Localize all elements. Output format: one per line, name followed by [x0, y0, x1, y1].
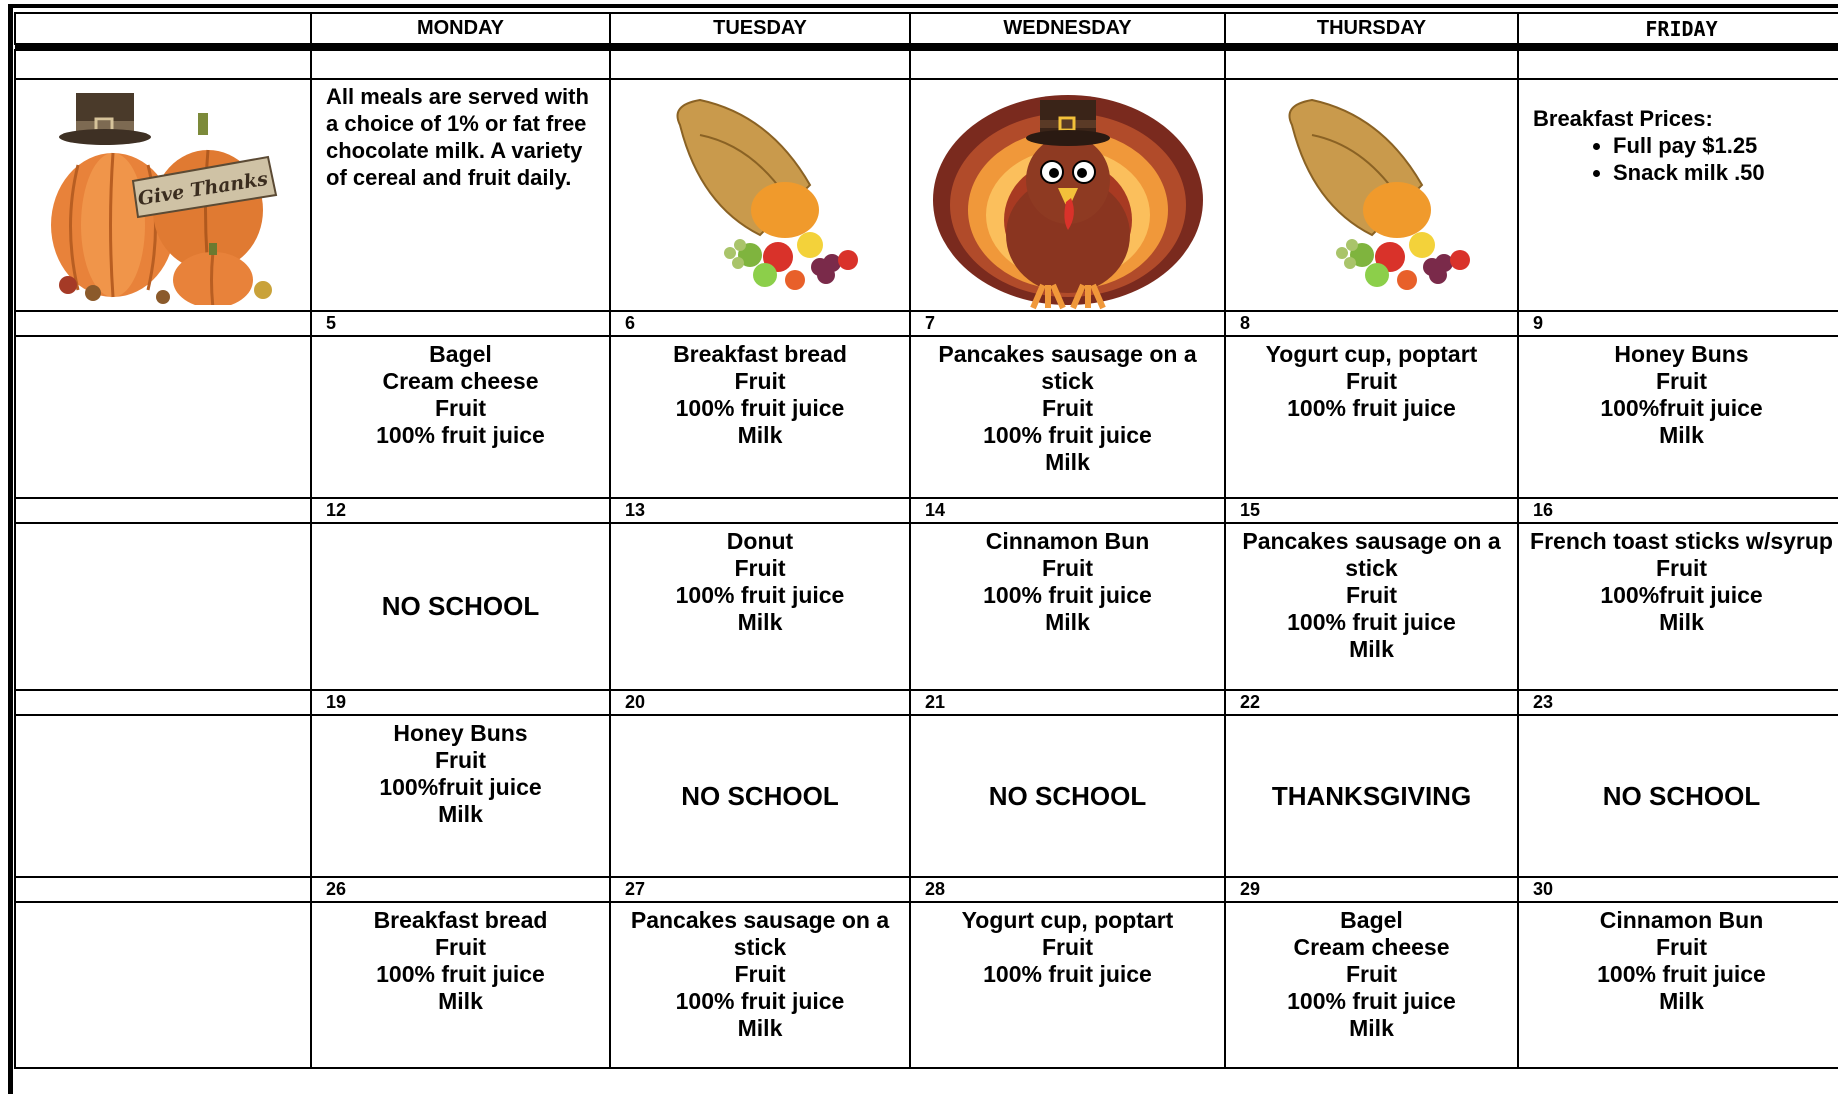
- milk-note-cell: [311, 79, 610, 311]
- week-side-blank: [15, 715, 311, 877]
- meal-item: Fruit: [1655, 368, 1708, 394]
- date-number: 9: [1518, 311, 1838, 336]
- meal-item: Honey Buns: [393, 720, 528, 746]
- meal-item: Milk: [438, 801, 483, 827]
- meal-item: Milk: [1349, 636, 1394, 662]
- meal-item: 100% fruit juice: [675, 395, 845, 421]
- spacer-row: [15, 50, 1838, 79]
- meal-cell: [311, 715, 610, 877]
- meal-cell: [311, 902, 610, 1068]
- meal-item: NO SCHOOL: [1602, 780, 1761, 811]
- meal-item: Cinnamon Bun: [985, 528, 1150, 554]
- date-number: 26: [311, 877, 610, 902]
- date-number: 13: [610, 498, 910, 523]
- meal-cell: [610, 336, 910, 498]
- meal-item: 100% fruit juice: [1597, 961, 1766, 987]
- meal-item: Milk: [1045, 609, 1090, 635]
- header-blank: [15, 13, 311, 44]
- meal-item: Honey Buns: [1614, 341, 1749, 367]
- meal-item: 100% fruit juice: [983, 961, 1152, 987]
- date-row: [15, 690, 1838, 715]
- date-number: 23: [1518, 690, 1838, 715]
- price-full-pay: • Full pay $1.25: [1613, 132, 1830, 159]
- date-number: 22: [1225, 690, 1518, 715]
- date-row: [15, 877, 1838, 902]
- prices-cell: [1518, 79, 1838, 311]
- meal-item: Donut: [726, 528, 794, 554]
- meal-item: Cinnamon Bun: [1599, 907, 1764, 933]
- header-thursday: THURSDAY: [1225, 13, 1518, 44]
- meal-item: 100% fruit juice: [1287, 609, 1456, 635]
- meal-item: Milk: [737, 422, 783, 448]
- meal-item: NO SCHOOL: [381, 591, 540, 621]
- meal-item: Milk: [1659, 422, 1704, 448]
- meal-item: Cream cheese: [382, 368, 539, 394]
- meal-item: Milk: [737, 609, 783, 635]
- meal-item: 100% fruit juice: [675, 988, 845, 1014]
- meal-item: Pancakes sausage on a stick: [630, 907, 890, 960]
- meal-cell: [1225, 336, 1518, 498]
- date-number: 6: [610, 311, 910, 336]
- date-row: [15, 311, 1838, 336]
- meal-row: [15, 902, 1838, 1068]
- meal-item: 100% fruit juice: [983, 582, 1152, 608]
- meal-row: [15, 336, 1838, 498]
- turkey-image: [910, 79, 1225, 311]
- date-number: 28: [910, 877, 1225, 902]
- meal-cell: [1518, 336, 1838, 498]
- date-row: [15, 498, 1838, 523]
- meal-item: Yogurt cup, poptart: [961, 907, 1174, 933]
- week-side-blank: [15, 336, 311, 498]
- meal-item: French toast sticks w/syrup: [1530, 528, 1833, 554]
- meal-item: Yogurt cup, poptart: [1265, 341, 1478, 367]
- meal-item: Fruit: [1655, 555, 1708, 581]
- meal-item: THANKSGIVING: [1271, 780, 1472, 811]
- meal-item: Fruit: [734, 555, 786, 581]
- meal-item: 100% fruit juice: [1287, 988, 1456, 1014]
- breakfast-prices: [1519, 105, 1838, 186]
- meal-cell: [910, 336, 1225, 498]
- meal-item: 100% fruit juice: [983, 422, 1152, 448]
- date-number: 5: [311, 311, 610, 336]
- date-number: 20: [610, 690, 910, 715]
- meal-item: Milk: [1349, 1015, 1394, 1041]
- week-label-blank: [15, 311, 311, 336]
- meal-item: Fruit: [734, 961, 786, 987]
- meal-item: Fruit: [1345, 368, 1398, 394]
- meal-cell: [910, 715, 1225, 877]
- week-side-blank: [15, 523, 311, 690]
- breakfast-calendar: [14, 12, 1838, 1069]
- meal-item: Pancakes sausage on a stick: [1242, 528, 1501, 581]
- date-number: 7: [910, 311, 1225, 336]
- meal-item: Milk: [737, 1015, 783, 1041]
- meal-cell: [610, 902, 910, 1068]
- meal-item: Fruit: [1041, 395, 1094, 421]
- price-snack-milk: • Snack milk .50: [1613, 159, 1830, 186]
- meal-item: Bagel: [1340, 907, 1403, 933]
- date-number: 19: [311, 690, 610, 715]
- meal-row: [15, 523, 1838, 690]
- meal-item: Fruit: [1345, 961, 1398, 987]
- week-label-blank: [15, 877, 311, 902]
- meal-item: Pancakes sausage on a stick: [938, 341, 1197, 394]
- svg-text:Give Thanks: Give Thanks: [136, 167, 270, 211]
- cornucopia-image-right: [1225, 79, 1518, 311]
- meal-cell: [1518, 902, 1838, 1068]
- meal-cell: [1225, 902, 1518, 1068]
- meal-item: Breakfast bread: [673, 341, 847, 367]
- meal-item: NO SCHOOL: [681, 780, 839, 811]
- meal-item: Breakfast bread: [373, 907, 548, 933]
- header-monday: MONDAY: [311, 13, 610, 44]
- meal-item: NO SCHOOL: [988, 780, 1147, 811]
- meal-cell: [311, 336, 610, 498]
- header-friday: FRIDAY: [1518, 13, 1838, 44]
- meal-cell: [311, 523, 610, 690]
- meal-item: Cream cheese: [1293, 934, 1450, 960]
- header-tuesday: TUESDAY: [610, 13, 910, 44]
- meal-item: Fruit: [434, 747, 487, 773]
- meal-item: 100% fruit juice: [376, 961, 545, 987]
- meal-item: 100% fruit juice: [1287, 395, 1456, 421]
- meal-item: Fruit: [1655, 934, 1708, 960]
- prices-list: [1533, 132, 1830, 186]
- week-side-blank: [15, 902, 311, 1068]
- meal-item: 100%fruit juice: [379, 774, 542, 800]
- meal-row: [15, 715, 1838, 877]
- meal-item: Bagel: [429, 341, 492, 367]
- date-number: 14: [910, 498, 1225, 523]
- meal-cell: [910, 902, 1225, 1068]
- date-number: 15: [1225, 498, 1518, 523]
- meal-item: 100% fruit juice: [376, 422, 545, 448]
- meal-item: Milk: [438, 988, 483, 1014]
- milk-note: All meals are served with a choice of 1% or fat free chocolate milk. A variety of cereal and fruit daily.: [326, 84, 589, 190]
- meal-item: 100% fruit juice: [675, 582, 845, 608]
- meal-item: Milk: [1659, 988, 1704, 1014]
- date-number: 21: [910, 690, 1225, 715]
- meal-item: Milk: [1659, 609, 1704, 635]
- meal-cell: [1225, 715, 1518, 877]
- meal-item: Fruit: [734, 368, 786, 394]
- meal-cell: [1225, 523, 1518, 690]
- meal-item: Fruit: [434, 395, 487, 421]
- meal-cell: [1518, 715, 1838, 877]
- prices-title: Breakfast Prices:: [1533, 106, 1713, 131]
- day-header-row: [15, 13, 1838, 44]
- pumpkins-image: [15, 79, 311, 311]
- date-number: 27: [610, 877, 910, 902]
- week-label-blank: [15, 498, 311, 523]
- date-number: 30: [1518, 877, 1838, 902]
- date-number: 12: [311, 498, 610, 523]
- meal-cell: [1518, 523, 1838, 690]
- meal-item: Fruit: [434, 934, 487, 960]
- meal-item: 100%fruit juice: [1600, 582, 1763, 608]
- header-wednesday: WEDNESDAY: [910, 13, 1225, 44]
- date-number: 8: [1225, 311, 1518, 336]
- meal-cell: [610, 715, 910, 877]
- decoration-row: [15, 79, 1838, 311]
- meal-item: Fruit: [1041, 934, 1094, 960]
- date-number: 29: [1225, 877, 1518, 902]
- week-label-blank: [15, 690, 311, 715]
- date-number: 16: [1518, 498, 1838, 523]
- cornucopia-image-left: [610, 79, 910, 311]
- meal-cell: [610, 523, 910, 690]
- meal-item: 100%fruit juice: [1600, 395, 1763, 421]
- meal-item: Milk: [1045, 449, 1090, 475]
- meal-item: Fruit: [1041, 555, 1094, 581]
- meal-cell: [910, 523, 1225, 690]
- meal-item: Fruit: [1345, 582, 1398, 608]
